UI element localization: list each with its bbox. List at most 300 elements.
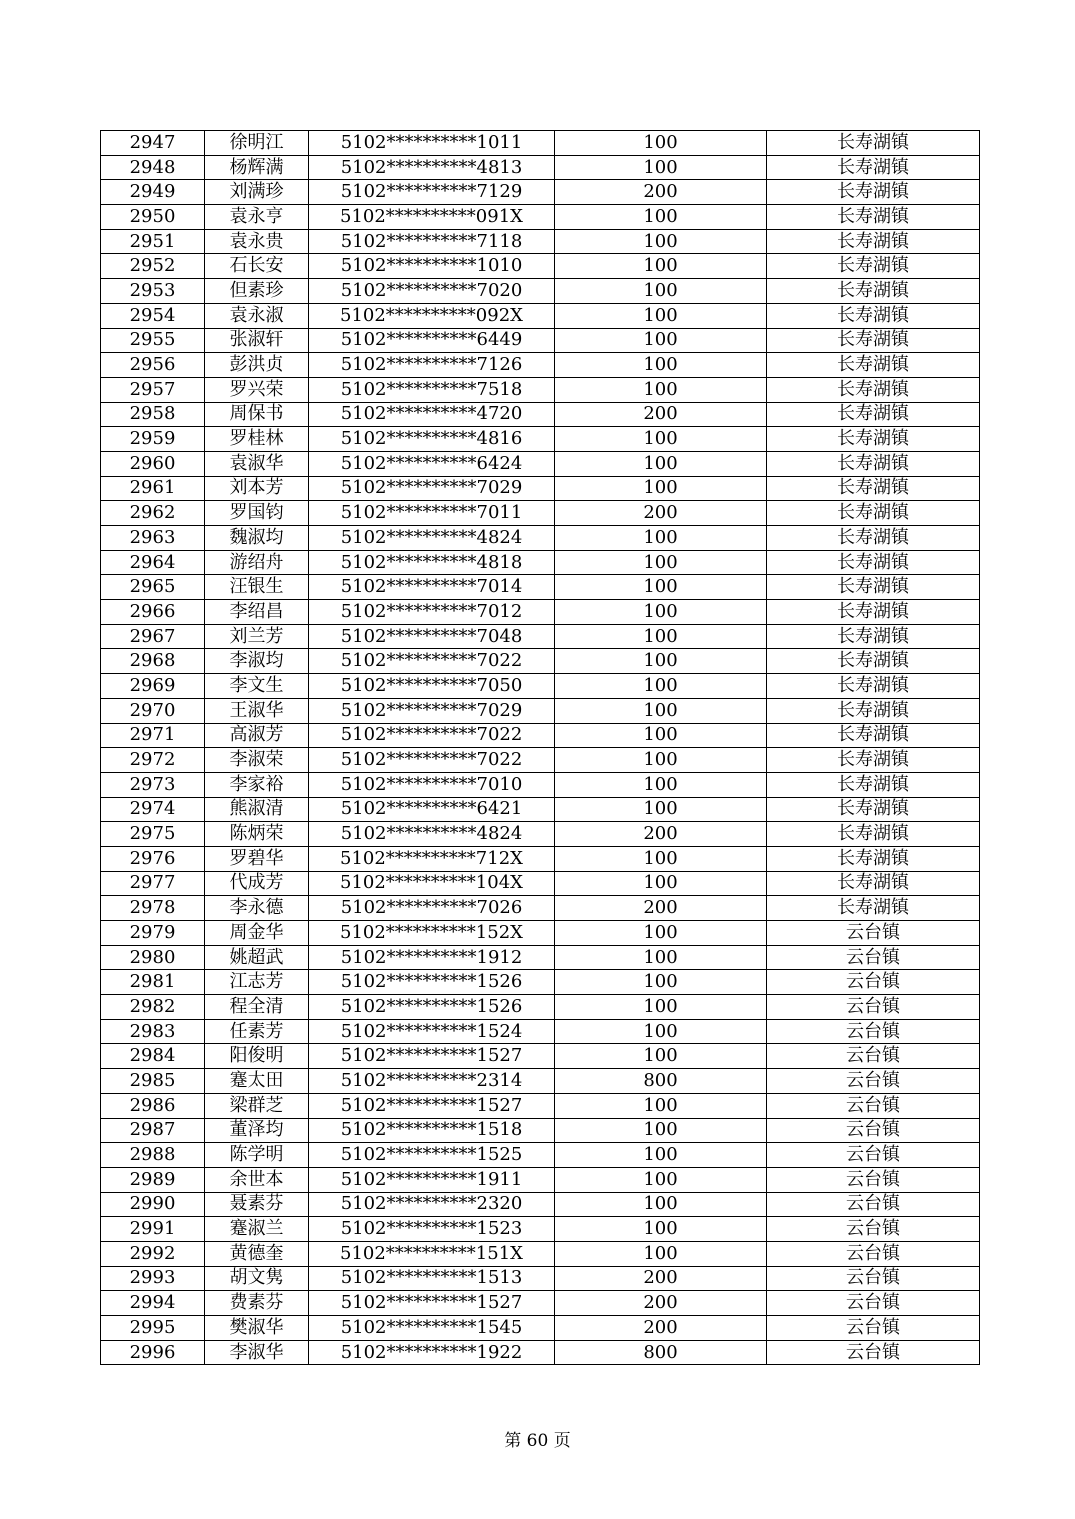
amount-cell: 100 (555, 205, 767, 230)
town-cell: 长寿湖镇 (767, 772, 980, 797)
id-number-cell: 5102**********6421 (309, 797, 555, 822)
id-number-cell: 5102**********1527 (309, 1291, 555, 1316)
name-cell: 刘满珍 (205, 180, 309, 205)
amount-cell: 100 (555, 575, 767, 600)
town-cell: 长寿湖镇 (767, 871, 980, 896)
serial-number-cell: 2971 (101, 723, 205, 748)
town-cell: 云台镇 (767, 945, 980, 970)
serial-number-cell: 2982 (101, 995, 205, 1020)
id-number-cell: 5102**********1527 (309, 1093, 555, 1118)
amount-cell: 100 (555, 698, 767, 723)
amount-cell: 100 (555, 1217, 767, 1242)
amount-cell: 100 (555, 871, 767, 896)
id-number-cell: 5102**********7118 (309, 229, 555, 254)
table-row (101, 303, 980, 328)
name-cell: 李文生 (205, 674, 309, 699)
id-number-cell: 5102**********4816 (309, 427, 555, 452)
id-number-cell: 5102**********1526 (309, 995, 555, 1020)
id-number-cell: 5102**********7022 (309, 649, 555, 674)
town-cell: 云台镇 (767, 1241, 980, 1266)
amount-cell: 100 (555, 723, 767, 748)
name-cell: 程全清 (205, 995, 309, 1020)
id-number-cell: 5102**********1525 (309, 1143, 555, 1168)
serial-number-cell: 2981 (101, 970, 205, 995)
serial-number-cell: 2962 (101, 501, 205, 526)
name-cell: 李淑华 (205, 1340, 309, 1365)
town-cell: 长寿湖镇 (767, 575, 980, 600)
serial-number-cell: 2969 (101, 674, 205, 699)
table-row (101, 180, 980, 205)
amount-cell: 200 (555, 1291, 767, 1316)
name-cell: 罗碧华 (205, 846, 309, 871)
town-cell: 长寿湖镇 (767, 624, 980, 649)
amount-cell: 100 (555, 797, 767, 822)
amount-cell: 200 (555, 1316, 767, 1341)
amount-cell: 100 (555, 427, 767, 452)
table-row (101, 871, 980, 896)
town-cell: 云台镇 (767, 1266, 980, 1291)
amount-cell: 100 (555, 550, 767, 575)
id-number-cell: 5102**********1912 (309, 945, 555, 970)
name-cell: 黄德奎 (205, 1241, 309, 1266)
amount-cell: 100 (555, 748, 767, 773)
amount-cell: 200 (555, 896, 767, 921)
table-row (101, 1340, 980, 1365)
town-cell: 云台镇 (767, 970, 980, 995)
id-number-cell: 5102**********4720 (309, 402, 555, 427)
table-row (101, 995, 980, 1020)
serial-number-cell: 2988 (101, 1143, 205, 1168)
town-cell: 云台镇 (767, 1316, 980, 1341)
serial-number-cell: 2994 (101, 1291, 205, 1316)
amount-cell: 100 (555, 1192, 767, 1217)
table-row (101, 476, 980, 501)
id-number-cell: 5102**********1526 (309, 970, 555, 995)
town-cell: 长寿湖镇 (767, 550, 980, 575)
id-number-cell: 5102**********7126 (309, 353, 555, 378)
name-cell: 魏淑均 (205, 526, 309, 551)
name-cell: 李家裕 (205, 772, 309, 797)
name-cell: 胡文隽 (205, 1266, 309, 1291)
table-row (101, 451, 980, 476)
id-number-cell: 5102**********7050 (309, 674, 555, 699)
serial-number-cell: 2989 (101, 1167, 205, 1192)
serial-number-cell: 2990 (101, 1192, 205, 1217)
id-number-cell: 5102**********4824 (309, 526, 555, 551)
amount-cell: 100 (555, 600, 767, 625)
name-cell: 罗桂林 (205, 427, 309, 452)
table-row (101, 797, 980, 822)
town-cell: 长寿湖镇 (767, 229, 980, 254)
table-row (101, 550, 980, 575)
serial-number-cell: 2955 (101, 328, 205, 353)
name-cell: 樊淑华 (205, 1316, 309, 1341)
town-cell: 云台镇 (767, 1291, 980, 1316)
table-row (101, 970, 980, 995)
table-row (101, 1143, 980, 1168)
town-cell: 长寿湖镇 (767, 427, 980, 452)
serial-number-cell: 2993 (101, 1266, 205, 1291)
town-cell: 长寿湖镇 (767, 254, 980, 279)
serial-number-cell: 2950 (101, 205, 205, 230)
serial-number-cell: 2965 (101, 575, 205, 600)
serial-number-cell: 2954 (101, 303, 205, 328)
serial-number-cell: 2948 (101, 155, 205, 180)
town-cell: 长寿湖镇 (767, 501, 980, 526)
roster-table-body (101, 131, 980, 1365)
amount-cell: 100 (555, 353, 767, 378)
name-cell: 聂素芬 (205, 1192, 309, 1217)
amount-cell: 800 (555, 1069, 767, 1094)
town-cell: 长寿湖镇 (767, 155, 980, 180)
name-cell: 李淑均 (205, 649, 309, 674)
id-number-cell: 5102**********7518 (309, 377, 555, 402)
name-cell: 江志芳 (205, 970, 309, 995)
name-cell: 罗国钧 (205, 501, 309, 526)
id-number-cell: 5102**********1524 (309, 1019, 555, 1044)
id-number-cell: 5102**********7048 (309, 624, 555, 649)
amount-cell: 200 (555, 1266, 767, 1291)
name-cell: 周保书 (205, 402, 309, 427)
id-number-cell: 5102**********1911 (309, 1167, 555, 1192)
name-cell: 但素珍 (205, 279, 309, 304)
serial-number-cell: 2992 (101, 1241, 205, 1266)
serial-number-cell: 2961 (101, 476, 205, 501)
table-row (101, 748, 980, 773)
amount-cell: 100 (555, 1019, 767, 1044)
town-cell: 长寿湖镇 (767, 822, 980, 847)
id-number-cell: 5102**********4818 (309, 550, 555, 575)
name-cell: 董泽均 (205, 1118, 309, 1143)
serial-number-cell: 2974 (101, 797, 205, 822)
table-row (101, 772, 980, 797)
town-cell: 长寿湖镇 (767, 328, 980, 353)
town-cell: 长寿湖镇 (767, 131, 980, 156)
table-row (101, 254, 980, 279)
id-number-cell: 5102**********104X (309, 871, 555, 896)
name-cell: 汪银生 (205, 575, 309, 600)
table-row (101, 1192, 980, 1217)
town-cell: 云台镇 (767, 1340, 980, 1365)
serial-number-cell: 2966 (101, 600, 205, 625)
name-cell: 刘本芳 (205, 476, 309, 501)
table-row (101, 921, 980, 946)
serial-number-cell: 2980 (101, 945, 205, 970)
id-number-cell: 5102**********7010 (309, 772, 555, 797)
table-row (101, 279, 980, 304)
amount-cell: 200 (555, 402, 767, 427)
table-row (101, 353, 980, 378)
serial-number-cell: 2968 (101, 649, 205, 674)
serial-number-cell: 2963 (101, 526, 205, 551)
town-cell: 长寿湖镇 (767, 279, 980, 304)
name-cell: 熊淑清 (205, 797, 309, 822)
table-row (101, 1266, 980, 1291)
amount-cell: 100 (555, 995, 767, 1020)
serial-number-cell: 2964 (101, 550, 205, 575)
town-cell: 长寿湖镇 (767, 476, 980, 501)
table-row (101, 945, 980, 970)
table-row (101, 649, 980, 674)
name-cell: 刘兰芳 (205, 624, 309, 649)
id-number-cell: 5102**********1518 (309, 1118, 555, 1143)
amount-cell: 100 (555, 476, 767, 501)
amount-cell: 100 (555, 279, 767, 304)
table-row (101, 600, 980, 625)
amount-cell: 100 (555, 846, 767, 871)
town-cell: 云台镇 (767, 1044, 980, 1069)
name-cell: 袁永淑 (205, 303, 309, 328)
amount-cell: 100 (555, 674, 767, 699)
table-row (101, 1118, 980, 1143)
table-row (101, 131, 980, 156)
amount-cell: 100 (555, 1143, 767, 1168)
table-row (101, 402, 980, 427)
serial-number-cell: 2979 (101, 921, 205, 946)
id-number-cell: 5102**********7022 (309, 748, 555, 773)
id-number-cell: 5102**********1010 (309, 254, 555, 279)
table-row (101, 822, 980, 847)
table-row (101, 1093, 980, 1118)
amount-cell: 100 (555, 303, 767, 328)
id-number-cell: 5102**********1545 (309, 1316, 555, 1341)
name-cell: 袁永贵 (205, 229, 309, 254)
town-cell: 长寿湖镇 (767, 402, 980, 427)
name-cell: 高淑芳 (205, 723, 309, 748)
name-cell: 陈炳荣 (205, 822, 309, 847)
amount-cell: 100 (555, 1044, 767, 1069)
amount-cell: 100 (555, 451, 767, 476)
amount-cell: 100 (555, 328, 767, 353)
name-cell: 蹇太田 (205, 1069, 309, 1094)
name-cell: 彭洪贞 (205, 353, 309, 378)
roster-table-container (100, 130, 974, 1365)
table-row (101, 328, 980, 353)
amount-cell: 100 (555, 1118, 767, 1143)
town-cell: 长寿湖镇 (767, 205, 980, 230)
id-number-cell: 5102**********2314 (309, 1069, 555, 1094)
table-row (101, 1069, 980, 1094)
town-cell: 长寿湖镇 (767, 649, 980, 674)
town-cell: 长寿湖镇 (767, 674, 980, 699)
serial-number-cell: 2953 (101, 279, 205, 304)
id-number-cell: 5102**********1513 (309, 1266, 555, 1291)
name-cell: 罗兴荣 (205, 377, 309, 402)
amount-cell: 200 (555, 501, 767, 526)
town-cell: 长寿湖镇 (767, 797, 980, 822)
name-cell: 石长安 (205, 254, 309, 279)
amount-cell: 100 (555, 131, 767, 156)
id-number-cell: 5102**********091X (309, 205, 555, 230)
id-number-cell: 5102**********7014 (309, 575, 555, 600)
table-row (101, 1044, 980, 1069)
amount-cell: 100 (555, 526, 767, 551)
table-row (101, 723, 980, 748)
amount-cell: 100 (555, 970, 767, 995)
id-number-cell: 5102**********712X (309, 846, 555, 871)
id-number-cell: 5102**********7026 (309, 896, 555, 921)
amount-cell: 100 (555, 1241, 767, 1266)
serial-number-cell: 2983 (101, 1019, 205, 1044)
serial-number-cell: 2996 (101, 1340, 205, 1365)
serial-number-cell: 2952 (101, 254, 205, 279)
id-number-cell: 5102**********2320 (309, 1192, 555, 1217)
amount-cell: 100 (555, 377, 767, 402)
name-cell: 陈学明 (205, 1143, 309, 1168)
serial-number-cell: 2949 (101, 180, 205, 205)
serial-number-cell: 2986 (101, 1093, 205, 1118)
town-cell: 云台镇 (767, 1019, 980, 1044)
name-cell: 王淑华 (205, 698, 309, 723)
town-cell: 长寿湖镇 (767, 896, 980, 921)
town-cell: 云台镇 (767, 995, 980, 1020)
id-number-cell: 5102**********7129 (309, 180, 555, 205)
table-row (101, 1167, 980, 1192)
id-number-cell: 5102**********1922 (309, 1340, 555, 1365)
id-number-cell: 5102**********4824 (309, 822, 555, 847)
town-cell: 云台镇 (767, 921, 980, 946)
serial-number-cell: 2970 (101, 698, 205, 723)
roster-table (100, 130, 980, 1365)
name-cell: 任素芳 (205, 1019, 309, 1044)
serial-number-cell: 2995 (101, 1316, 205, 1341)
amount-cell: 100 (555, 254, 767, 279)
table-row (101, 1019, 980, 1044)
amount-cell: 100 (555, 1093, 767, 1118)
town-cell: 长寿湖镇 (767, 526, 980, 551)
amount-cell: 100 (555, 229, 767, 254)
table-row (101, 377, 980, 402)
amount-cell: 100 (555, 624, 767, 649)
town-cell: 云台镇 (767, 1069, 980, 1094)
amount-cell: 100 (555, 155, 767, 180)
town-cell: 长寿湖镇 (767, 600, 980, 625)
amount-cell: 800 (555, 1340, 767, 1365)
table-row (101, 1241, 980, 1266)
serial-number-cell: 2976 (101, 846, 205, 871)
name-cell: 费素芬 (205, 1291, 309, 1316)
town-cell: 云台镇 (767, 1192, 980, 1217)
town-cell: 长寿湖镇 (767, 180, 980, 205)
town-cell: 长寿湖镇 (767, 723, 980, 748)
page-number: 第 60 页 (504, 1431, 571, 1451)
table-row (101, 846, 980, 871)
serial-number-cell: 2972 (101, 748, 205, 773)
id-number-cell: 5102**********1527 (309, 1044, 555, 1069)
amount-cell: 100 (555, 1167, 767, 1192)
serial-number-cell: 2975 (101, 822, 205, 847)
amount-cell: 100 (555, 772, 767, 797)
amount-cell: 200 (555, 822, 767, 847)
table-row (101, 1217, 980, 1242)
table-row (101, 896, 980, 921)
id-number-cell: 5102**********152X (309, 921, 555, 946)
table-row (101, 229, 980, 254)
serial-number-cell: 2956 (101, 353, 205, 378)
id-number-cell: 5102**********7022 (309, 723, 555, 748)
id-number-cell: 5102**********1523 (309, 1217, 555, 1242)
name-cell: 张淑轩 (205, 328, 309, 353)
town-cell: 云台镇 (767, 1217, 980, 1242)
name-cell: 姚超武 (205, 945, 309, 970)
id-number-cell: 5102**********7020 (309, 279, 555, 304)
table-row (101, 1316, 980, 1341)
name-cell: 袁永亨 (205, 205, 309, 230)
id-number-cell: 5102**********6424 (309, 451, 555, 476)
id-number-cell: 5102**********1011 (309, 131, 555, 156)
serial-number-cell: 2959 (101, 427, 205, 452)
town-cell: 长寿湖镇 (767, 698, 980, 723)
id-number-cell: 5102**********151X (309, 1241, 555, 1266)
name-cell: 梁群芝 (205, 1093, 309, 1118)
amount-cell: 200 (555, 180, 767, 205)
id-number-cell: 5102**********4813 (309, 155, 555, 180)
table-row (101, 674, 980, 699)
serial-number-cell: 2960 (101, 451, 205, 476)
table-row (101, 698, 980, 723)
id-number-cell: 5102**********7029 (309, 476, 555, 501)
name-cell: 李绍昌 (205, 600, 309, 625)
name-cell: 周金华 (205, 921, 309, 946)
serial-number-cell: 2951 (101, 229, 205, 254)
serial-number-cell: 2984 (101, 1044, 205, 1069)
serial-number-cell: 2977 (101, 871, 205, 896)
table-row (101, 155, 980, 180)
serial-number-cell: 2958 (101, 402, 205, 427)
id-number-cell: 5102**********6449 (309, 328, 555, 353)
town-cell: 长寿湖镇 (767, 353, 980, 378)
amount-cell: 100 (555, 921, 767, 946)
id-number-cell: 5102**********092X (309, 303, 555, 328)
town-cell: 云台镇 (767, 1118, 980, 1143)
town-cell: 云台镇 (767, 1167, 980, 1192)
table-row (101, 1291, 980, 1316)
serial-number-cell: 2947 (101, 131, 205, 156)
serial-number-cell: 2967 (101, 624, 205, 649)
serial-number-cell: 2987 (101, 1118, 205, 1143)
table-row (101, 624, 980, 649)
town-cell: 长寿湖镇 (767, 377, 980, 402)
name-cell: 蹇淑兰 (205, 1217, 309, 1242)
amount-cell: 100 (555, 945, 767, 970)
table-row (101, 526, 980, 551)
name-cell: 代成芳 (205, 871, 309, 896)
serial-number-cell: 2978 (101, 896, 205, 921)
name-cell: 李淑荣 (205, 748, 309, 773)
name-cell: 游绍舟 (205, 550, 309, 575)
town-cell: 长寿湖镇 (767, 451, 980, 476)
town-cell: 云台镇 (767, 1143, 980, 1168)
amount-cell: 100 (555, 649, 767, 674)
id-number-cell: 5102**********7011 (309, 501, 555, 526)
table-row (101, 427, 980, 452)
serial-number-cell: 2957 (101, 377, 205, 402)
town-cell: 长寿湖镇 (767, 846, 980, 871)
name-cell: 李永德 (205, 896, 309, 921)
table-row (101, 575, 980, 600)
serial-number-cell: 2991 (101, 1217, 205, 1242)
table-row (101, 501, 980, 526)
town-cell: 长寿湖镇 (767, 748, 980, 773)
id-number-cell: 5102**********7029 (309, 698, 555, 723)
town-cell: 长寿湖镇 (767, 303, 980, 328)
name-cell: 余世本 (205, 1167, 309, 1192)
serial-number-cell: 2973 (101, 772, 205, 797)
serial-number-cell: 2985 (101, 1069, 205, 1094)
name-cell: 杨辉满 (205, 155, 309, 180)
id-number-cell: 5102**********7012 (309, 600, 555, 625)
town-cell: 云台镇 (767, 1093, 980, 1118)
